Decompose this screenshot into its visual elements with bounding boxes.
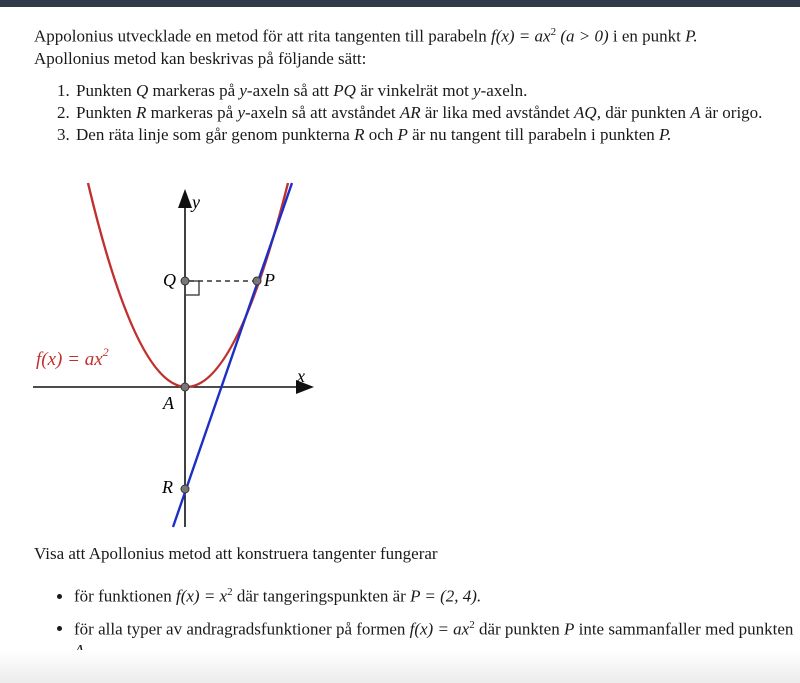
label-q: Q [163, 270, 176, 290]
task-text: Visa att Apollonius metod att konstruera tangenter fungerar [34, 544, 438, 563]
point-p [253, 277, 261, 285]
document-page [0, 7, 800, 683]
step-item: 1. Punkten Q markeras på y-axeln så att PQ är vinkelrät mot y-axeln. [74, 81, 794, 101]
window-top-strip [0, 0, 800, 7]
tangent-line [173, 183, 292, 527]
step-item: 3. Den räta linje som går genom punkterna R och P är nu tangent till parabeln i punkten P. [74, 125, 794, 145]
figure-svg [30, 175, 330, 530]
intro-line2: Apollonius metod kan beskrivas på följande sätt: [34, 48, 367, 68]
y-axis-label: y [192, 192, 200, 212]
point-a [181, 383, 189, 391]
method-steps-list [34, 81, 794, 147]
intro-function: f(x) = ax [490, 26, 551, 46]
y-axis-arrow-icon [178, 189, 192, 208]
label-r: R [162, 477, 173, 497]
point-r [181, 485, 189, 493]
bullet-item: • för funktionen $f(x) = x^2$ där tangeringspunkten är P = (2, 4). [74, 581, 794, 608]
step-item: 2. Punkten R markeras på y-axeln så att avståndet AR är lika med avståndet AQ, där punkten A är origo. [74, 103, 794, 123]
bottom-fade [0, 650, 800, 683]
point-q [181, 277, 189, 285]
function-label: $f(x) = ax^2$ [36, 345, 109, 370]
label-p: P [264, 270, 275, 290]
intro-paragraph: Appolonius utvecklade en metod för att rita tangenten till parabeln $f(x) = ax^2$ (a > 0) i en punkt P. Apollonius metod kan beskrivas på följande sätt: [34, 26, 698, 68]
label-a: A [163, 393, 174, 413]
parabola-tangent-figure [30, 175, 330, 530]
x-axis-label: x [297, 366, 305, 386]
bullet-item: • för alla typer av andragradsfunktioner på formen $f(x) = ax^2$ där punkten P inte sammanfaller med punkten [74, 614, 794, 663]
